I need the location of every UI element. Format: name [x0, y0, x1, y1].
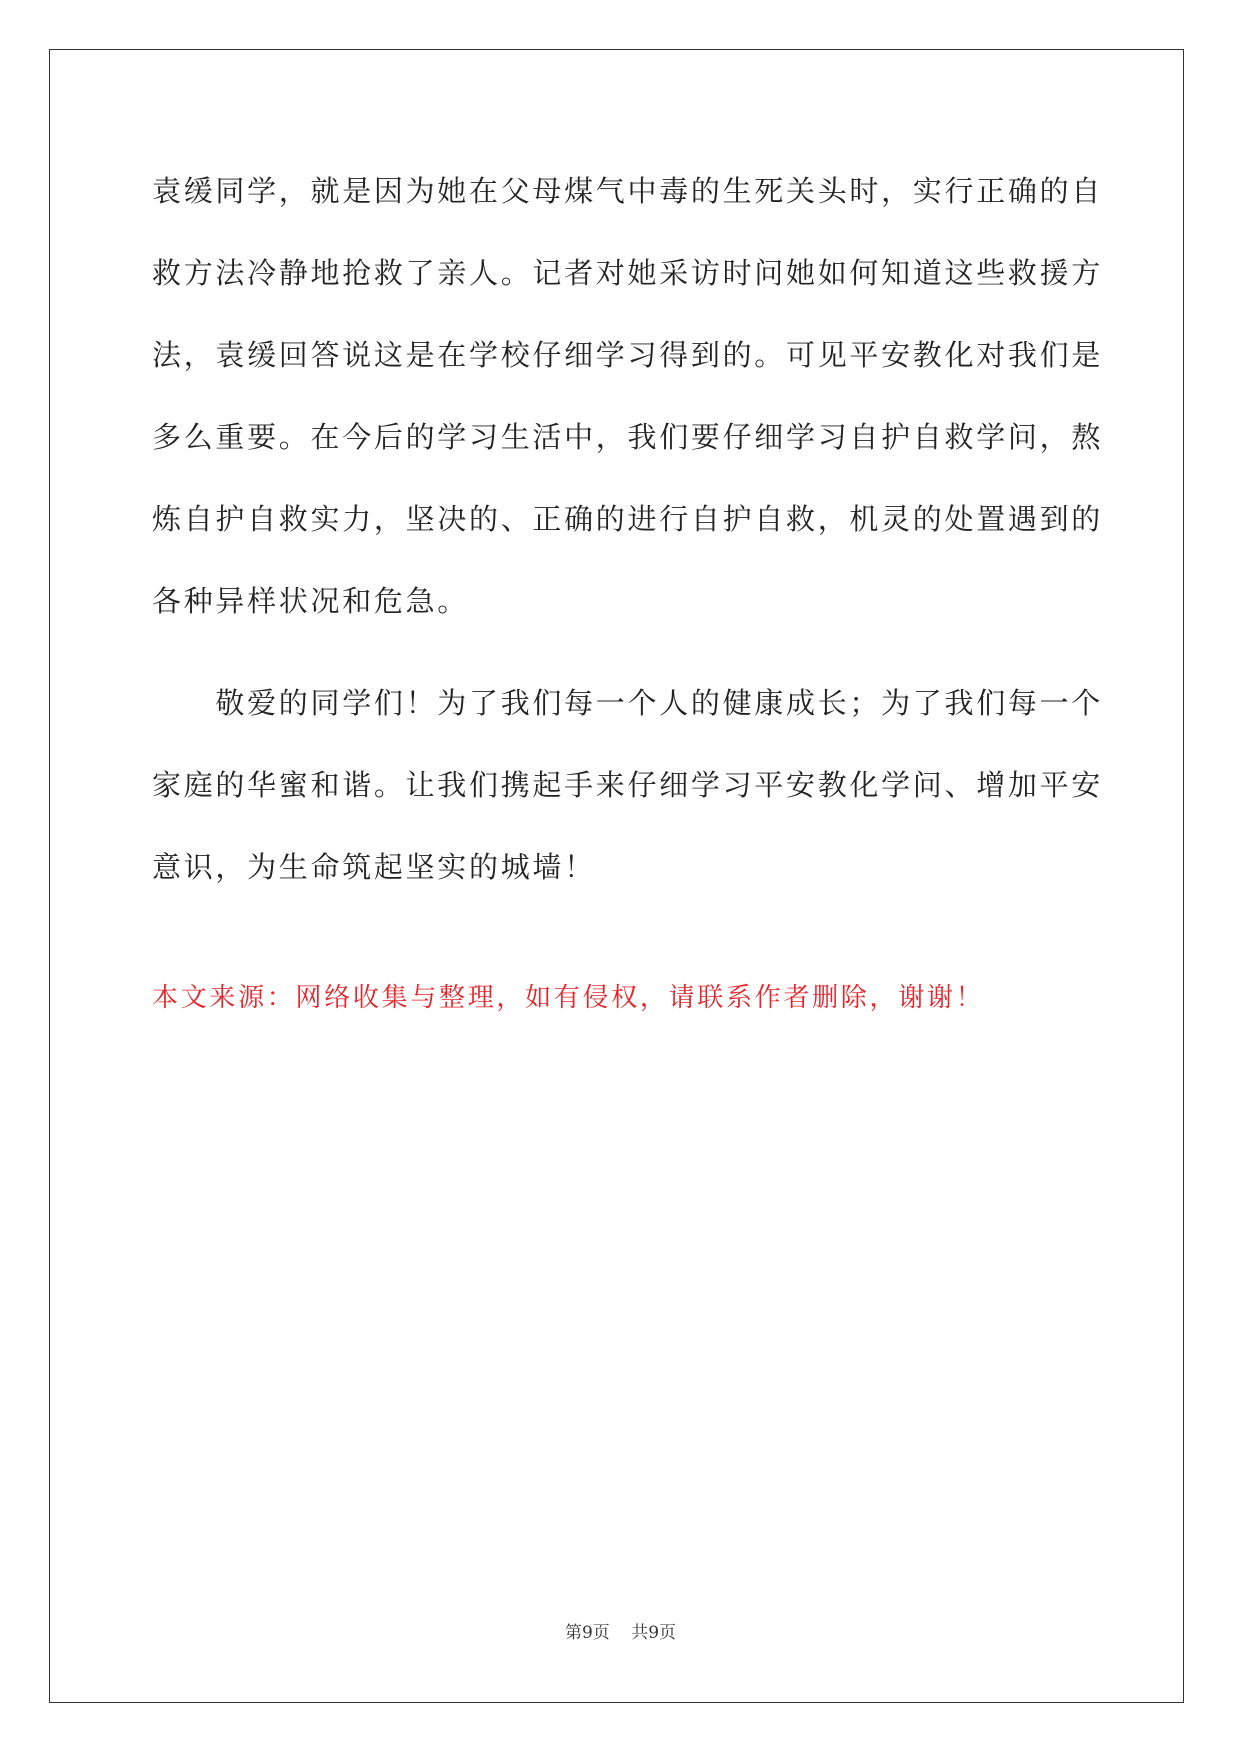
paragraph-line: 袁缓同学，就是因为她在父母煤气中毒的生死关头时，实行正确的自	[152, 174, 1104, 208]
paragraph-line: 意识，为生命筑起坚实的城墙！	[152, 850, 596, 884]
page-number: 第9页	[564, 1623, 610, 1643]
paragraph-line: 敬爱的同学们！为了我们每一个人的健康成长；为了我们每一个	[152, 686, 1104, 720]
paragraph-line: 法，袁缓回答说这是在学校仔细学习得到的。可见平安教化对我们是	[152, 338, 1104, 372]
page-footer	[0, 1618, 1241, 1643]
page-total: 共9页	[631, 1623, 677, 1643]
paragraph-line: 救方法冷静地抢救了亲人。记者对她采访时问她如何知道这些救援方	[152, 256, 1104, 290]
paragraph-line: 各种异样状况和危急。	[152, 584, 470, 618]
paragraph-line: 多么重要。在今后的学习生活中，我们要仔细学习自护自救学问，熬	[152, 420, 1104, 454]
paragraph-spacer	[152, 656, 1092, 676]
paragraph-line: 家庭的华蜜和谐。让我们携起手来仔细学习平安教化学问、增加平安	[152, 768, 1104, 802]
paragraph-line: 炼自护自救实力，坚决的、正确的进行自护自救，机灵的处置遇到的	[152, 502, 1104, 536]
document-body	[152, 164, 1104, 922]
source-note: 本文来源：网络收集与整理，如有侵权，请联系作者删除，谢谢！	[152, 983, 985, 1013]
